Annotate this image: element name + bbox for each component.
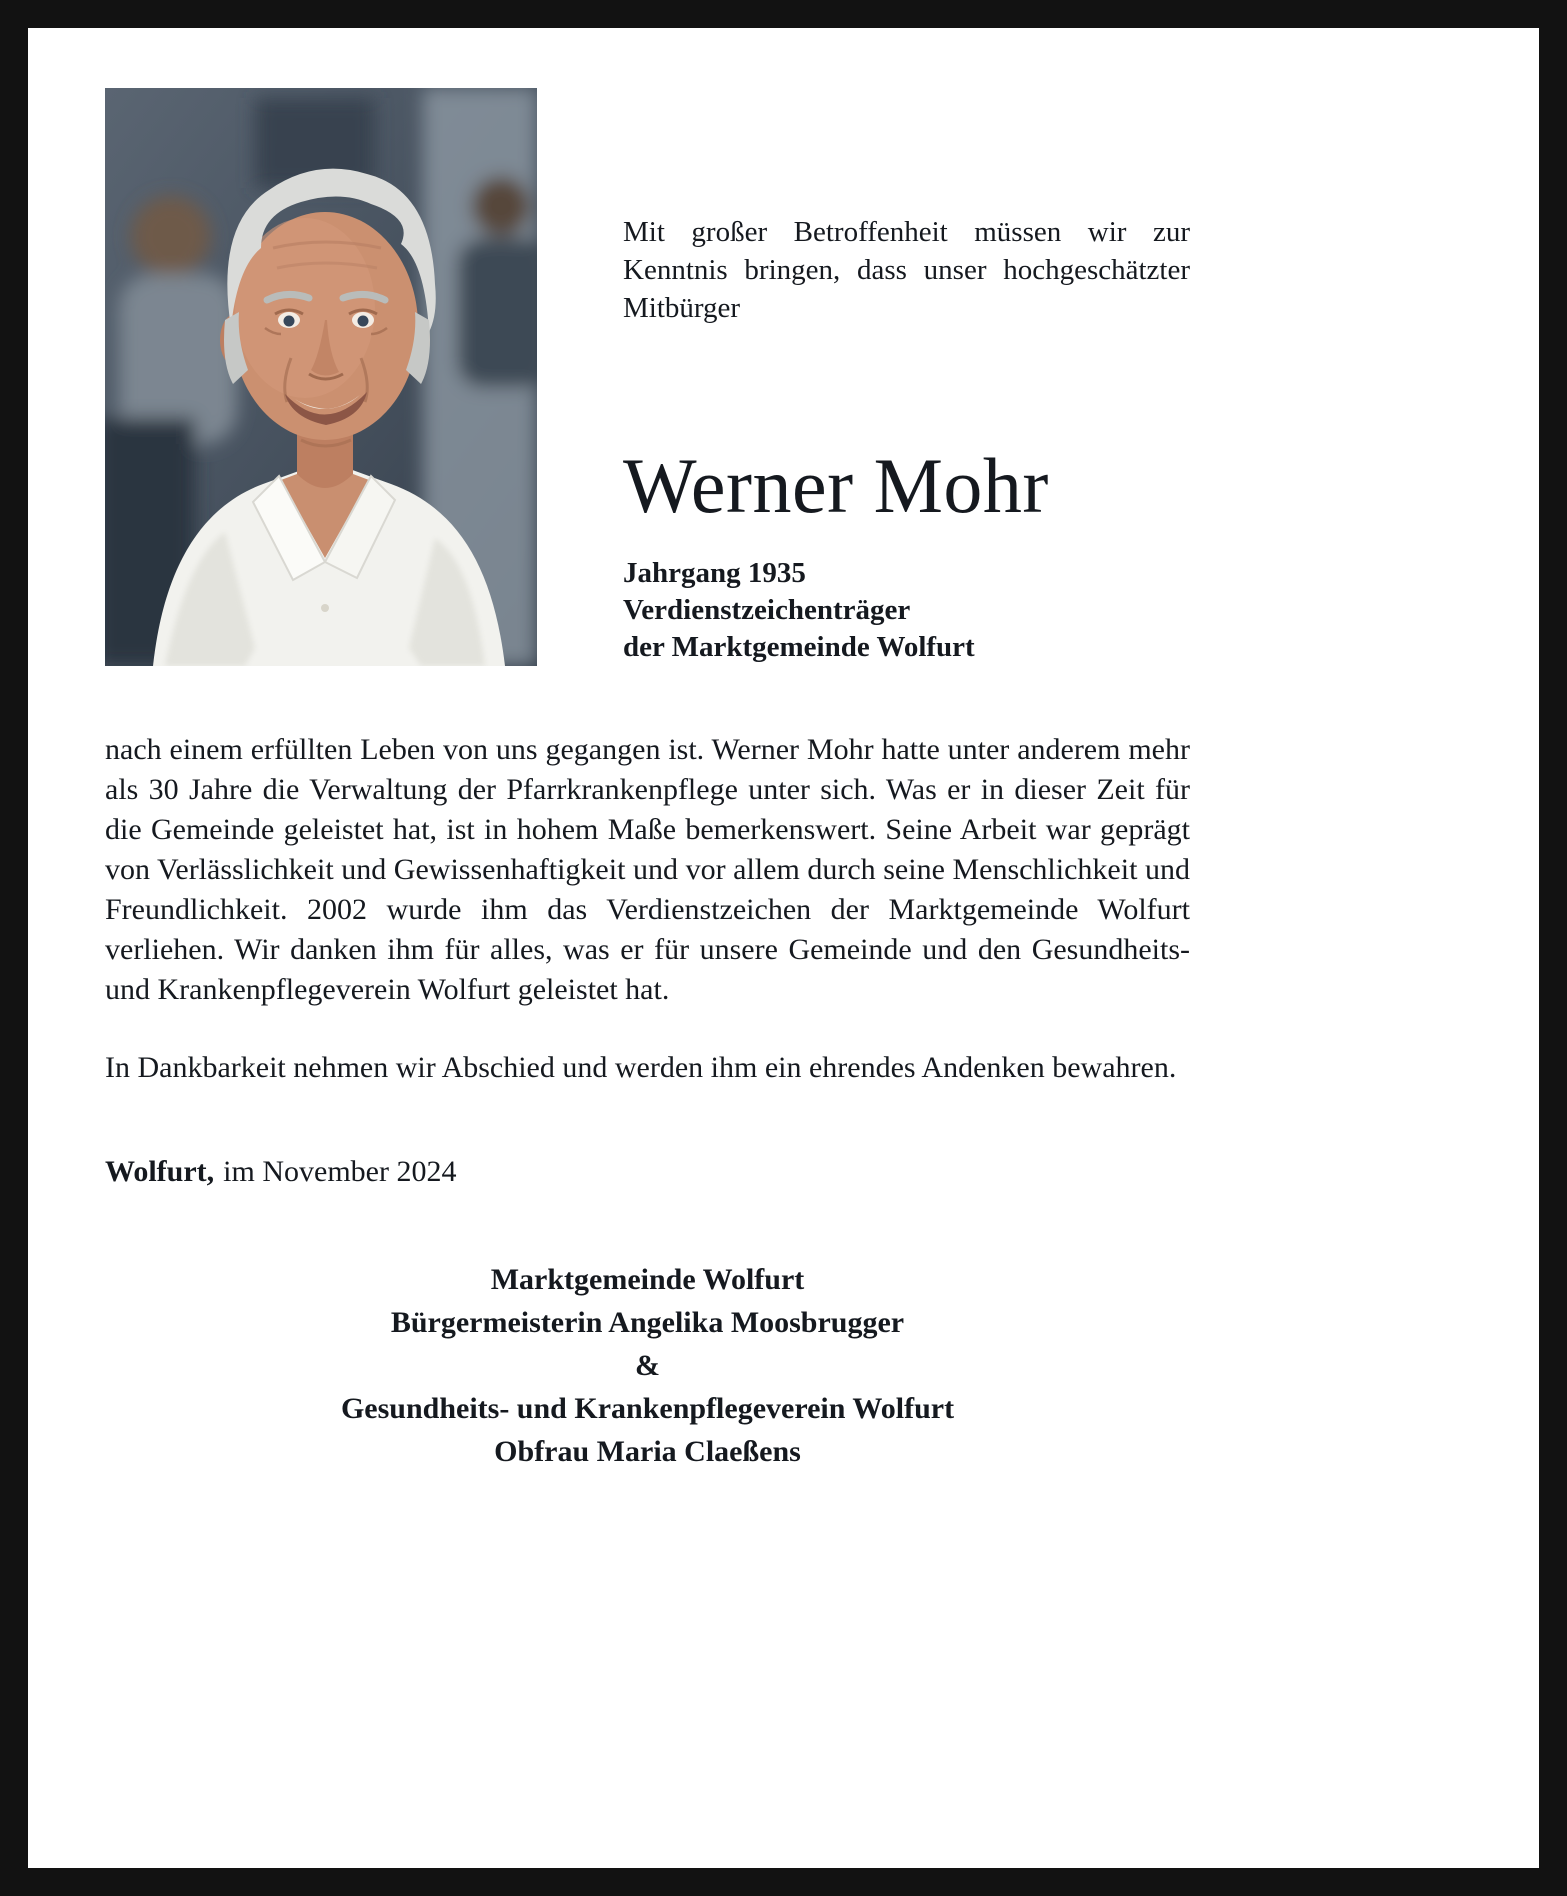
deceased-name: Werner Mohr: [623, 442, 1049, 529]
signature-line-chairwoman: Obfrau Maria Claeßens: [494, 1435, 801, 1468]
signature-line-association: Gesundheits- und Krankenpflegeverein Wolfurt: [340, 1392, 955, 1425]
subtitle-block: [623, 555, 1190, 666]
portrait-photo: [105, 88, 537, 666]
portrait-illustration: [105, 88, 537, 666]
main-text-area: [105, 730, 1190, 1473]
subtitle-line-birthyear: Jahrgang 1935: [623, 556, 806, 589]
subtitle-line-municipality: der Marktgemeinde Wolfurt: [623, 630, 975, 663]
signature-block: [105, 1258, 1190, 1473]
place-label: Wolfurt,: [105, 1155, 215, 1188]
signature-line-ampersand: &: [635, 1349, 660, 1382]
signature-line-mayor: Bürgermeisterin Angelika Moosbrugger: [390, 1306, 905, 1339]
place-date-line: [105, 1152, 1190, 1192]
header-column: [623, 213, 1190, 666]
signature-line-municipality: Marktgemeinde Wolfurt: [490, 1263, 805, 1296]
intro-text: Mit großer Betroffenheit müssen wir zur Kenntnis bringen, dass unser hochgeschätzter Mitbürger: [623, 216, 1190, 324]
farewell-text: In Dankbarkeit nehmen wir Abschied und werden ihm ein ehrendes Andenken bewahren.: [105, 1051, 1177, 1084]
obituary-body: nach einem erfüllten Leben von uns gegangen ist. Werner Mohr hatte unter anderem mehr als 30 Jahre die Verwaltung der Pfarrkrankenpflege unter sich. Was er in dieser Zeit für die Gemeinde geleistet hat, ist in hohem Maße bemerkenswert. Seine Arbeit war geprägt von Verlässlichkeit und Gewissenhaftigkeit und vor allem durch seine Menschlichkeit und Freundlichkeit. 2002 wurde ihm das Verdienstzeichen der Marktgemeinde Wolfurt verliehen. Wir danken ihm für alles, was er für unsere Gemeinde und den Gesundheits- und Krankenpflegeverein Wolfurt geleistet hat.: [105, 733, 1190, 1006]
date-label: im November 2024: [223, 1155, 457, 1188]
subtitle-line-honor: Verdienstzeichenträger: [623, 593, 911, 626]
